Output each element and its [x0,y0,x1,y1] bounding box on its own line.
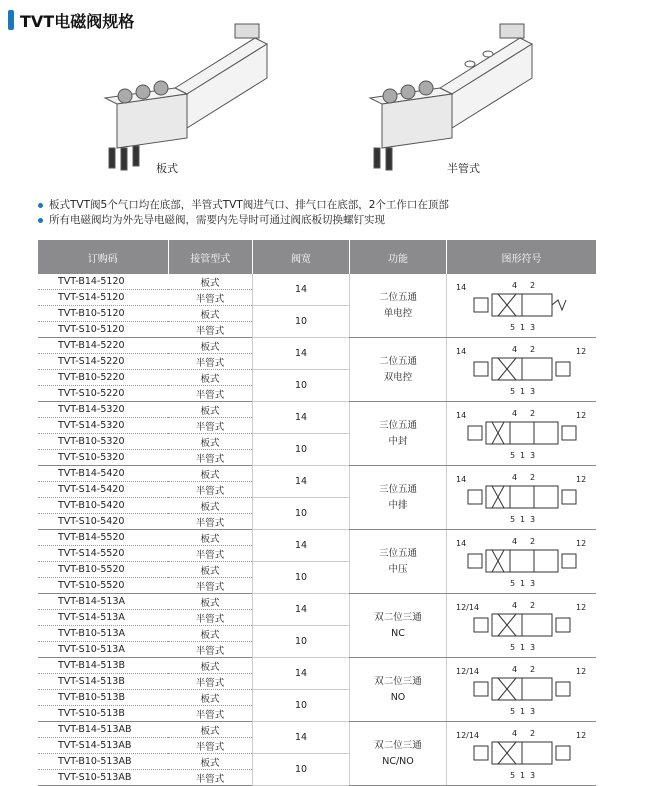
svg-text:12: 12 [575,474,586,484]
bullet-icon [38,218,43,223]
svg-text:14: 14 [455,474,466,484]
cell-order-code: TVT-B10-5420 [38,498,168,514]
cell-connection-type: 半管式 [168,482,253,498]
svg-text:14: 14 [455,410,466,420]
svg-text:1: 1 [519,642,525,652]
cell-order-code: TVT-S14-513AB [38,738,168,754]
cell-connection-type: 半管式 [168,514,253,530]
svg-text:12: 12 [575,730,586,740]
cell-connection-type: 半管式 [168,386,253,402]
svg-text:2: 2 [529,600,535,610]
svg-text:4: 4 [511,664,517,674]
svg-text:5: 5 [509,578,515,588]
cell-order-code: TVT-B10-5120 [38,306,168,322]
svg-text:12: 12 [575,602,586,612]
cell-valve-width: 14 [253,594,350,626]
cell-connection-type: 板式 [168,402,253,418]
svg-text:5: 5 [509,642,515,652]
function-mode: 中压 [388,563,408,575]
svg-text:3: 3 [529,322,535,332]
svg-text:2: 2 [529,472,535,482]
cell-valve-width: 10 [253,370,350,402]
svg-text:1: 1 [519,386,525,396]
cell-function [350,722,447,786]
svg-text:2: 2 [529,728,535,738]
function-name: 三位五通 [378,483,417,495]
function-mode: 单电控 [383,307,413,319]
pneumatic-symbol-icon [452,340,592,400]
cell-order-code: TVT-S14-513B [38,674,168,690]
svg-text:3: 3 [529,706,535,716]
cell-valve-width: 10 [253,306,350,338]
cell-order-code: TVT-B14-5520 [38,530,168,546]
svg-text:3: 3 [529,450,535,460]
svg-text:4: 4 [511,472,517,482]
cell-order-code: TVT-B14-513B [38,658,168,674]
cell-connection-type: 半管式 [168,642,253,658]
cell-order-code: TVT-S10-5520 [38,578,168,594]
cell-connection-type: 板式 [168,434,253,450]
cell-order-code: TVT-B14-5220 [38,338,168,354]
cell-order-code: TVT-B14-5320 [38,402,168,418]
function-mode: NC [391,627,405,639]
cell-order-code: TVT-S10-5120 [38,322,168,338]
cell-valve-width: 10 [253,690,350,722]
cell-order-code: TVT-B10-513AB [38,754,168,770]
table-row [38,722,596,738]
svg-text:12/14: 12/14 [455,602,479,612]
cell-valve-width: 14 [253,338,350,370]
function-name: 双二位三通 [374,611,422,623]
cell-order-code: TVT-S14-5320 [38,418,168,434]
cell-function [350,402,447,466]
svg-text:12: 12 [575,666,586,676]
svg-text:4: 4 [511,280,517,290]
pneumatic-symbol-icon [452,404,592,464]
svg-text:2: 2 [529,536,535,546]
cell-function [350,530,447,594]
cell-valve-width: 14 [253,658,350,690]
cell-function [350,658,447,722]
svg-text:5: 5 [509,514,515,524]
svg-text:4: 4 [511,600,517,610]
cell-function [350,466,447,530]
function-name: 二位五通 [378,355,417,367]
bullet-icon [38,203,43,208]
cell-connection-type: 板式 [168,594,253,610]
cell-connection-type: 半管式 [168,738,253,754]
svg-text:5: 5 [509,450,515,460]
cell-symbol [447,594,597,658]
product-image-plate [95,18,275,178]
pneumatic-symbol-icon [452,724,592,784]
cell-function [350,338,447,402]
table-row [38,658,596,674]
cell-connection-type: 半管式 [168,322,253,338]
cell-connection-type: 半管式 [168,418,253,434]
cell-function [350,594,447,658]
cell-connection-type: 板式 [168,498,253,514]
svg-text:12: 12 [575,410,586,420]
svg-text:12/14: 12/14 [455,666,479,676]
cell-symbol [447,402,597,466]
table-row [38,530,596,546]
cell-valve-width: 10 [253,754,350,786]
cell-order-code: TVT-S14-5220 [38,354,168,370]
cell-order-code: TVT-B10-5220 [38,370,168,386]
cell-order-code: TVT-S10-513A [38,642,168,658]
function-name: 三位五通 [378,419,417,431]
function-name: 二位五通 [378,291,417,303]
function-mode: NO [390,691,406,703]
svg-text:4: 4 [511,344,517,354]
col-header-function: 功能 [350,240,447,274]
cell-connection-type: 板式 [168,626,253,642]
function-mode: 双电控 [383,371,413,383]
spec-table [38,240,596,786]
cell-order-code: TVT-S10-513AB [38,770,168,786]
cell-symbol [447,530,597,594]
table-row [38,274,596,290]
cell-valve-width: 14 [253,274,350,306]
pneumatic-symbol-icon [452,660,592,720]
svg-text:4: 4 [511,408,517,418]
cell-valve-width: 10 [253,562,350,594]
svg-text:1: 1 [519,770,525,780]
svg-text:1: 1 [519,450,525,460]
svg-text:4: 4 [511,728,517,738]
cell-valve-width: 14 [253,466,350,498]
svg-text:3: 3 [529,770,535,780]
cell-connection-type: 板式 [168,466,253,482]
svg-text:1: 1 [519,578,525,588]
svg-text:12: 12 [575,346,586,356]
cell-connection-type: 板式 [168,274,253,290]
col-header-symbol: 图形符号 [447,240,597,274]
cell-connection-type: 半管式 [168,610,253,626]
cell-symbol [447,466,597,530]
title-accent-bar [8,10,14,30]
function-name: 三位五通 [378,547,417,559]
svg-text:2: 2 [529,664,535,674]
col-header-width: 阀宽 [253,240,350,274]
note-item: 板式TVT阀5个气口均在底部，半管式TVT阀进气口、排气口在底部，2个工作口在顶部 [38,198,449,213]
function-name: 双二位三通 [374,675,422,687]
cell-valve-width: 14 [253,402,350,434]
table-row [38,338,596,354]
cell-connection-type: 板式 [168,562,253,578]
cell-valve-width: 10 [253,434,350,466]
cell-order-code: TVT-S10-5420 [38,514,168,530]
cell-order-code: TVT-B14-513A [38,594,168,610]
svg-text:3: 3 [529,386,535,396]
cell-connection-type: 半管式 [168,290,253,306]
table-header-row [38,240,596,274]
cell-connection-type: 板式 [168,690,253,706]
notes-list [38,198,449,228]
cell-order-code: TVT-S14-5120 [38,290,168,306]
cell-connection-type: 板式 [168,338,253,354]
svg-text:1: 1 [519,706,525,716]
cell-order-code: TVT-S10-5220 [38,386,168,402]
cell-valve-width: 10 [253,626,350,658]
table-row [38,402,596,418]
svg-text:14: 14 [455,538,466,548]
cell-symbol [447,274,597,338]
cell-connection-type: 半管式 [168,354,253,370]
title-text: TVT电磁阀规格 [20,11,135,31]
cell-connection-type: 板式 [168,370,253,386]
cell-valve-width: 14 [253,530,350,562]
svg-text:12/14: 12/14 [455,730,479,740]
cell-symbol [447,722,597,786]
cell-order-code: TVT-S14-5520 [38,546,168,562]
svg-text:5: 5 [509,706,515,716]
svg-text:1: 1 [519,322,525,332]
svg-text:5: 5 [509,386,515,396]
svg-text:4: 4 [511,536,517,546]
cell-valve-width: 14 [253,722,350,754]
col-header-type: 接管型式 [168,240,253,274]
cell-order-code: TVT-S14-513A [38,610,168,626]
cell-connection-type: 半管式 [168,706,253,722]
svg-text:5: 5 [509,322,515,332]
pneumatic-symbol-icon [452,596,592,656]
product-image-half-pipe [360,18,540,178]
col-header-code: 订购码 [38,240,168,274]
svg-text:14: 14 [455,282,466,292]
cell-connection-type: 板式 [168,306,253,322]
cell-symbol [447,338,597,402]
svg-text:3: 3 [529,514,535,524]
cell-valve-width: 10 [253,498,350,530]
function-mode: NC/NO [382,755,414,767]
caption-half-pipe: 半管式 [447,162,480,175]
cell-function [350,274,447,338]
cell-order-code: TVT-S10-5320 [38,450,168,466]
svg-text:2: 2 [529,408,535,418]
pneumatic-symbol-icon [452,532,592,592]
svg-text:12: 12 [575,538,586,548]
cell-connection-type: 半管式 [168,450,253,466]
cell-connection-type: 板式 [168,754,253,770]
cell-connection-type: 半管式 [168,770,253,786]
svg-text:2: 2 [529,344,535,354]
svg-text:2: 2 [529,280,535,290]
table-row [38,594,596,610]
cell-order-code: TVT-B10-5320 [38,434,168,450]
function-name: 双二位三通 [374,739,422,751]
cell-order-code: TVT-B14-513AB [38,722,168,738]
cell-connection-type: 板式 [168,530,253,546]
cell-order-code: TVT-S10-513B [38,706,168,722]
cell-symbol [447,658,597,722]
svg-text:3: 3 [529,642,535,652]
svg-text:5: 5 [509,770,515,780]
table-row [38,466,596,482]
cell-order-code: TVT-B10-513A [38,626,168,642]
svg-text:14: 14 [455,346,466,356]
cell-connection-type: 半管式 [168,546,253,562]
svg-text:1: 1 [519,514,525,524]
function-mode: 中封 [388,435,408,447]
cell-connection-type: 半管式 [168,674,253,690]
cell-connection-type: 板式 [168,722,253,738]
cell-connection-type: 半管式 [168,578,253,594]
cell-order-code: TVT-B14-5120 [38,274,168,290]
cell-order-code: TVT-S14-5420 [38,482,168,498]
cell-connection-type: 板式 [168,658,253,674]
caption-plate: 板式 [156,162,178,175]
cell-order-code: TVT-B10-5520 [38,562,168,578]
cell-order-code: TVT-B10-513B [38,690,168,706]
pneumatic-symbol-icon [452,468,592,528]
function-mode: 中排 [388,499,408,511]
cell-order-code: TVT-B14-5420 [38,466,168,482]
note-item: 所有电磁阀均为外先导电磁阀，需要内先导时可通过阀底板切换螺钉实现 [38,213,449,228]
svg-text:3: 3 [529,578,535,588]
pneumatic-symbol-icon [452,276,592,336]
